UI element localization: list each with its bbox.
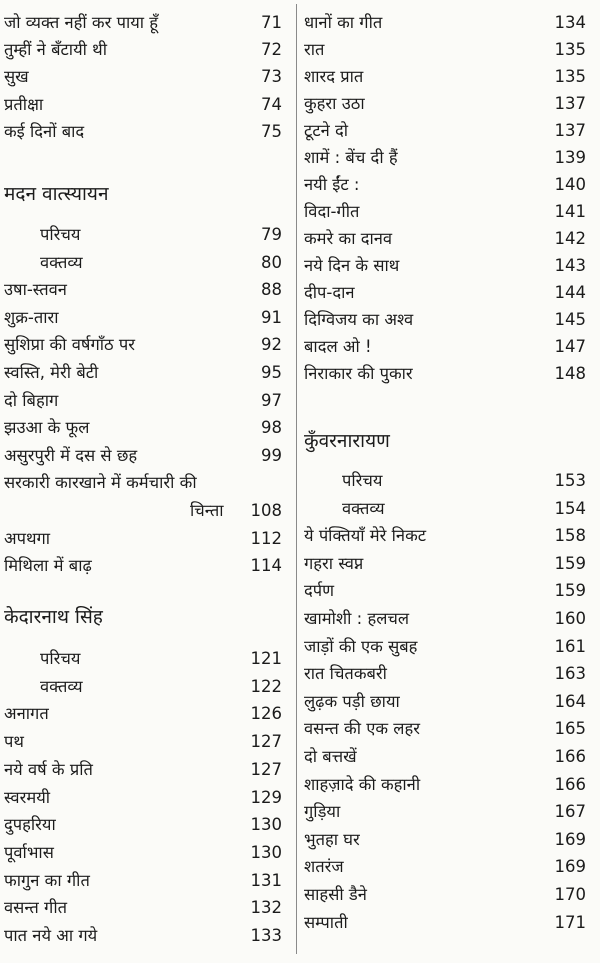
toc-entry: [300, 172, 600, 198]
toc-entry-page-number: 169: [554, 829, 586, 849]
toc-entry-title: खामोशी : हलचल: [304, 609, 410, 628]
toc-entry: [300, 716, 600, 742]
toc-entry-title: रात: [304, 40, 325, 59]
toc-entry-page-number: 114: [250, 556, 282, 576]
toc-entry-title: बादल ओ !: [304, 337, 372, 356]
toc-entry: [300, 307, 600, 333]
toc-entry-title: वक्तव्य: [40, 676, 83, 696]
toc-entry-title: दिग्विजय का अश्व: [304, 310, 414, 329]
toc-entry-title: चिन्ता: [190, 501, 224, 520]
toc-entry-title: दीप-दान: [304, 283, 355, 302]
toc-entry: [300, 799, 600, 825]
toc-entry: [0, 785, 292, 811]
toc-entry: [0, 553, 292, 579]
toc-entry: [300, 64, 600, 90]
toc-entry-title: दर्पण: [304, 581, 335, 601]
toc-entry-title: जो व्यक्त नहीं कर पाया हूँ: [4, 13, 159, 32]
toc-entry: [300, 578, 600, 604]
toc-entry: [0, 812, 292, 838]
toc-entry: [300, 37, 600, 63]
toc-entry: [300, 910, 600, 936]
toc-entry-title: अनागत: [4, 704, 49, 724]
toc-entry-page-number: 130: [250, 842, 282, 862]
toc-entry: [300, 91, 600, 117]
toc-entry: [0, 923, 292, 949]
toc-entry: [0, 37, 292, 63]
toc-entry-page-number: 148: [554, 364, 586, 383]
toc-entry-title: कमरे का दानव: [304, 229, 393, 248]
toc-entry-page-number: 160: [554, 609, 586, 628]
toc-entry: [300, 523, 600, 549]
toc-entry-page-number: 142: [554, 229, 586, 248]
toc-entry-title: लुढ़क पड़ी छाया: [304, 691, 400, 711]
toc-entry: [300, 827, 600, 853]
toc-entry-title: परिचय: [40, 649, 81, 668]
toc-entry-page-number: 132: [250, 898, 282, 918]
toc-entry: [300, 145, 600, 171]
toc-entry: [0, 222, 292, 248]
toc-entry-title: परिचय: [40, 225, 81, 244]
toc-entry-title: वक्तव्य: [40, 252, 83, 272]
toc-entry-page-number: 127: [250, 732, 282, 752]
toc-entry-page-number: 134: [554, 13, 586, 32]
toc-entry-page-number: 126: [250, 704, 282, 724]
toc-entry-page-number: 108: [250, 501, 282, 520]
toc-entry: [0, 388, 292, 414]
toc-entry: [300, 689, 600, 715]
toc-entry-title: नये दिन के साथ: [304, 256, 400, 275]
toc-entry-page-number: 147: [554, 337, 586, 356]
toc-entry-page-number: 166: [554, 747, 586, 766]
toc-entry-title: तुम्हीं ने बँटायी थी: [4, 40, 107, 60]
toc-entry: [0, 729, 292, 755]
toc-entry-title: शतरंज: [304, 857, 344, 877]
toc-entry: [300, 606, 600, 632]
toc-entry-title: रात चितकबरी: [304, 664, 387, 684]
toc-entry-title: उषा-स्तवन: [4, 280, 67, 300]
toc-entry-title: पथ: [4, 732, 24, 752]
toc-entry-page-number: 154: [554, 498, 586, 518]
toc-entry-title: भुतहा घर: [304, 829, 360, 849]
toc-entry-title: दो बिहाग: [4, 390, 59, 410]
toc-entry-title: जाड़ों की एक सुबह: [304, 636, 418, 656]
toc-entry: [0, 305, 292, 331]
toc-entry: [300, 361, 600, 387]
toc-entry: [0, 757, 292, 783]
toc-entry-page-number: 131: [250, 870, 282, 890]
toc-entry-title: अपथगा: [4, 528, 51, 548]
toc-entry: [300, 854, 600, 880]
toc-entry: [0, 646, 292, 672]
toc-entry-page-number: 170: [554, 885, 586, 904]
toc-entry-page-number: 95: [261, 363, 282, 382]
toc-entry-title: सुख: [4, 67, 29, 87]
toc-entry-title: पूर्वाभास: [4, 842, 54, 862]
toc-entry-title: वक्तव्य: [342, 498, 385, 518]
toc-entry-page-number: 92: [261, 335, 282, 355]
toc-entry-title: शुक्र-तारा: [4, 307, 59, 327]
toc-entry-title: सुशिप्रा की वर्षगाँठ पर: [4, 335, 135, 355]
toc-entry: [0, 470, 292, 496]
toc-entry-title: सरकारी कारखाने में कर्मचारी की: [4, 473, 197, 493]
toc-entry-title: निराकार की पुकार: [304, 364, 413, 383]
poet-section-heading: कुँवरनारायण: [304, 430, 390, 452]
toc-entry-page-number: 133: [250, 926, 282, 945]
toc-entry-title: फागुन का गीत: [4, 870, 90, 890]
toc-entry-page-number: 72: [261, 40, 282, 60]
toc-entry-title: मिथिला में बाढ़: [4, 556, 92, 576]
toc-entry-page-number: 135: [554, 67, 586, 86]
toc-entry-page-number: 74: [261, 94, 282, 114]
toc-entry-title: असुरपुरी में दस से छह: [4, 445, 138, 465]
toc-entry-title: वसन्त की एक लहर: [304, 719, 420, 739]
toc-entry-page-number: 165: [554, 719, 586, 739]
toc-entry: [0, 332, 292, 358]
toc-entry: [0, 415, 292, 441]
toc-entry-page-number: 80: [261, 252, 282, 272]
toc-entry-page-number: 79: [261, 225, 282, 244]
toc-entry-title: नयी ईंट :: [304, 175, 360, 194]
toc-entry-page-number: 99: [261, 445, 282, 465]
toc-entry: [300, 118, 600, 144]
toc-entry: [300, 882, 600, 908]
toc-entry: [0, 250, 292, 276]
toc-entry-title: शामें : बेंच दी हैं: [304, 148, 398, 167]
toc-entry-title: परिचय: [342, 471, 383, 490]
toc-entry-page-number: 144: [554, 283, 586, 302]
toc-entry-title: कई दिनों बाद: [4, 121, 85, 141]
toc-entry: [0, 10, 292, 36]
toc-entry-title: सम्पाती: [304, 912, 348, 932]
toc-entry-page-number: 145: [554, 310, 586, 329]
toc-entry-page-number: 153: [554, 471, 586, 490]
toc-entry: [300, 280, 600, 306]
toc-entry-page-number: 137: [554, 121, 586, 140]
toc-entry-title: गुड़िया: [304, 802, 341, 822]
toc-entry-title: धानों का गीत: [304, 13, 383, 32]
toc-entry-page-number: 166: [554, 774, 586, 794]
toc-entry: [0, 443, 292, 469]
toc-entry-page-number: 121: [250, 649, 282, 668]
toc-entry-page-number: 91: [261, 307, 282, 327]
toc-entry: [300, 661, 600, 687]
toc-entry: [300, 634, 600, 660]
toc-entry-page-number: 122: [250, 676, 282, 696]
toc-entry-title: शाहज़ादे की कहानी: [304, 774, 421, 794]
toc-entry-page-number: 171: [554, 912, 586, 932]
toc-entry: [300, 226, 600, 252]
toc-entry-page-number: 73: [261, 67, 282, 87]
toc-entry-page-number: 167: [554, 802, 586, 822]
toc-entry-page-number: 139: [554, 148, 586, 167]
toc-entry-title: दुपहरिया: [4, 815, 56, 835]
toc-entry-page-number: 164: [554, 691, 586, 711]
toc-entry-title: शारद प्रात: [304, 67, 364, 86]
column-divider: [296, 4, 297, 954]
toc-entry-title: झउआ के फूल: [4, 418, 90, 438]
toc-entry-page-number: 137: [554, 94, 586, 113]
toc-entry-title: स्वस्ति, मेरी बेटी: [4, 363, 99, 382]
toc-entry-title: नये वर्ष के प्रति: [4, 759, 93, 779]
toc-entry-page-number: 143: [554, 256, 586, 275]
toc-entry: [0, 868, 292, 894]
poet-section-heading: मदन वात्स्यायन: [4, 183, 109, 205]
toc-entry: [0, 360, 292, 386]
toc-entry-title: साहसी डैने: [304, 885, 367, 904]
toc-entry: [300, 468, 600, 494]
toc-entry-title: गहरा स्वप्न: [304, 553, 364, 573]
toc-entry: [0, 840, 292, 866]
toc-entry: [0, 92, 292, 118]
toc-entry: [0, 498, 292, 524]
toc-entry-title: पात नये आ गये: [4, 926, 98, 945]
toc-entry: [0, 674, 292, 700]
toc-entry-page-number: 129: [250, 787, 282, 807]
toc-entry-page-number: 112: [250, 528, 282, 548]
toc-entry-title: वसन्त गीत: [4, 898, 68, 918]
toc-entry-title: स्वरमयी: [4, 787, 51, 807]
toc-entry-title: प्रतीक्षा: [4, 94, 44, 114]
toc-entry: [300, 551, 600, 577]
toc-entry-title: ये पंक्तियाँ मेरे निकट: [304, 526, 427, 546]
toc-entry: [0, 119, 292, 145]
toc-entry-page-number: 140: [554, 175, 586, 194]
toc-entry: [0, 701, 292, 727]
toc-entry-page-number: 130: [250, 815, 282, 835]
toc-entry-page-number: 127: [250, 759, 282, 779]
toc-entry-page-number: 161: [554, 636, 586, 656]
toc-entry-page-number: 98: [261, 418, 282, 438]
toc-entry: [300, 10, 600, 36]
toc-entry: [300, 253, 600, 279]
toc-entry: [300, 334, 600, 360]
toc-entry: [300, 199, 600, 225]
toc-entry-page-number: 135: [554, 40, 586, 59]
toc-entry: [0, 895, 292, 921]
toc-entry-page-number: 97: [261, 390, 282, 410]
toc-entry: [300, 772, 600, 798]
toc-entry: [0, 277, 292, 303]
toc-entry-page-number: 159: [554, 581, 586, 601]
toc-entry-page-number: 163: [554, 664, 586, 684]
toc-entry-page-number: 88: [261, 280, 282, 300]
toc-entry-title: टूटने दो: [304, 121, 349, 140]
toc-entry-page-number: 141: [554, 202, 586, 221]
poet-section-heading: केदारनाथ सिंह: [4, 606, 103, 628]
toc-entry-page-number: 169: [554, 857, 586, 877]
toc-entry-page-number: 158: [554, 526, 586, 546]
toc-entry-page-number: 159: [554, 553, 586, 573]
toc-entry-title: दो बत्तखें: [304, 747, 357, 766]
toc-entry-page-number: 71: [261, 13, 282, 32]
toc-entry: [0, 64, 292, 90]
toc-entry-page-number: 75: [261, 121, 282, 141]
toc-entry-title: कुहरा उठा: [304, 94, 365, 113]
toc-entry-title: विदा-गीत: [304, 202, 360, 221]
toc-entry: [0, 526, 292, 552]
toc-entry: [300, 744, 600, 770]
toc-entry: [300, 496, 600, 522]
